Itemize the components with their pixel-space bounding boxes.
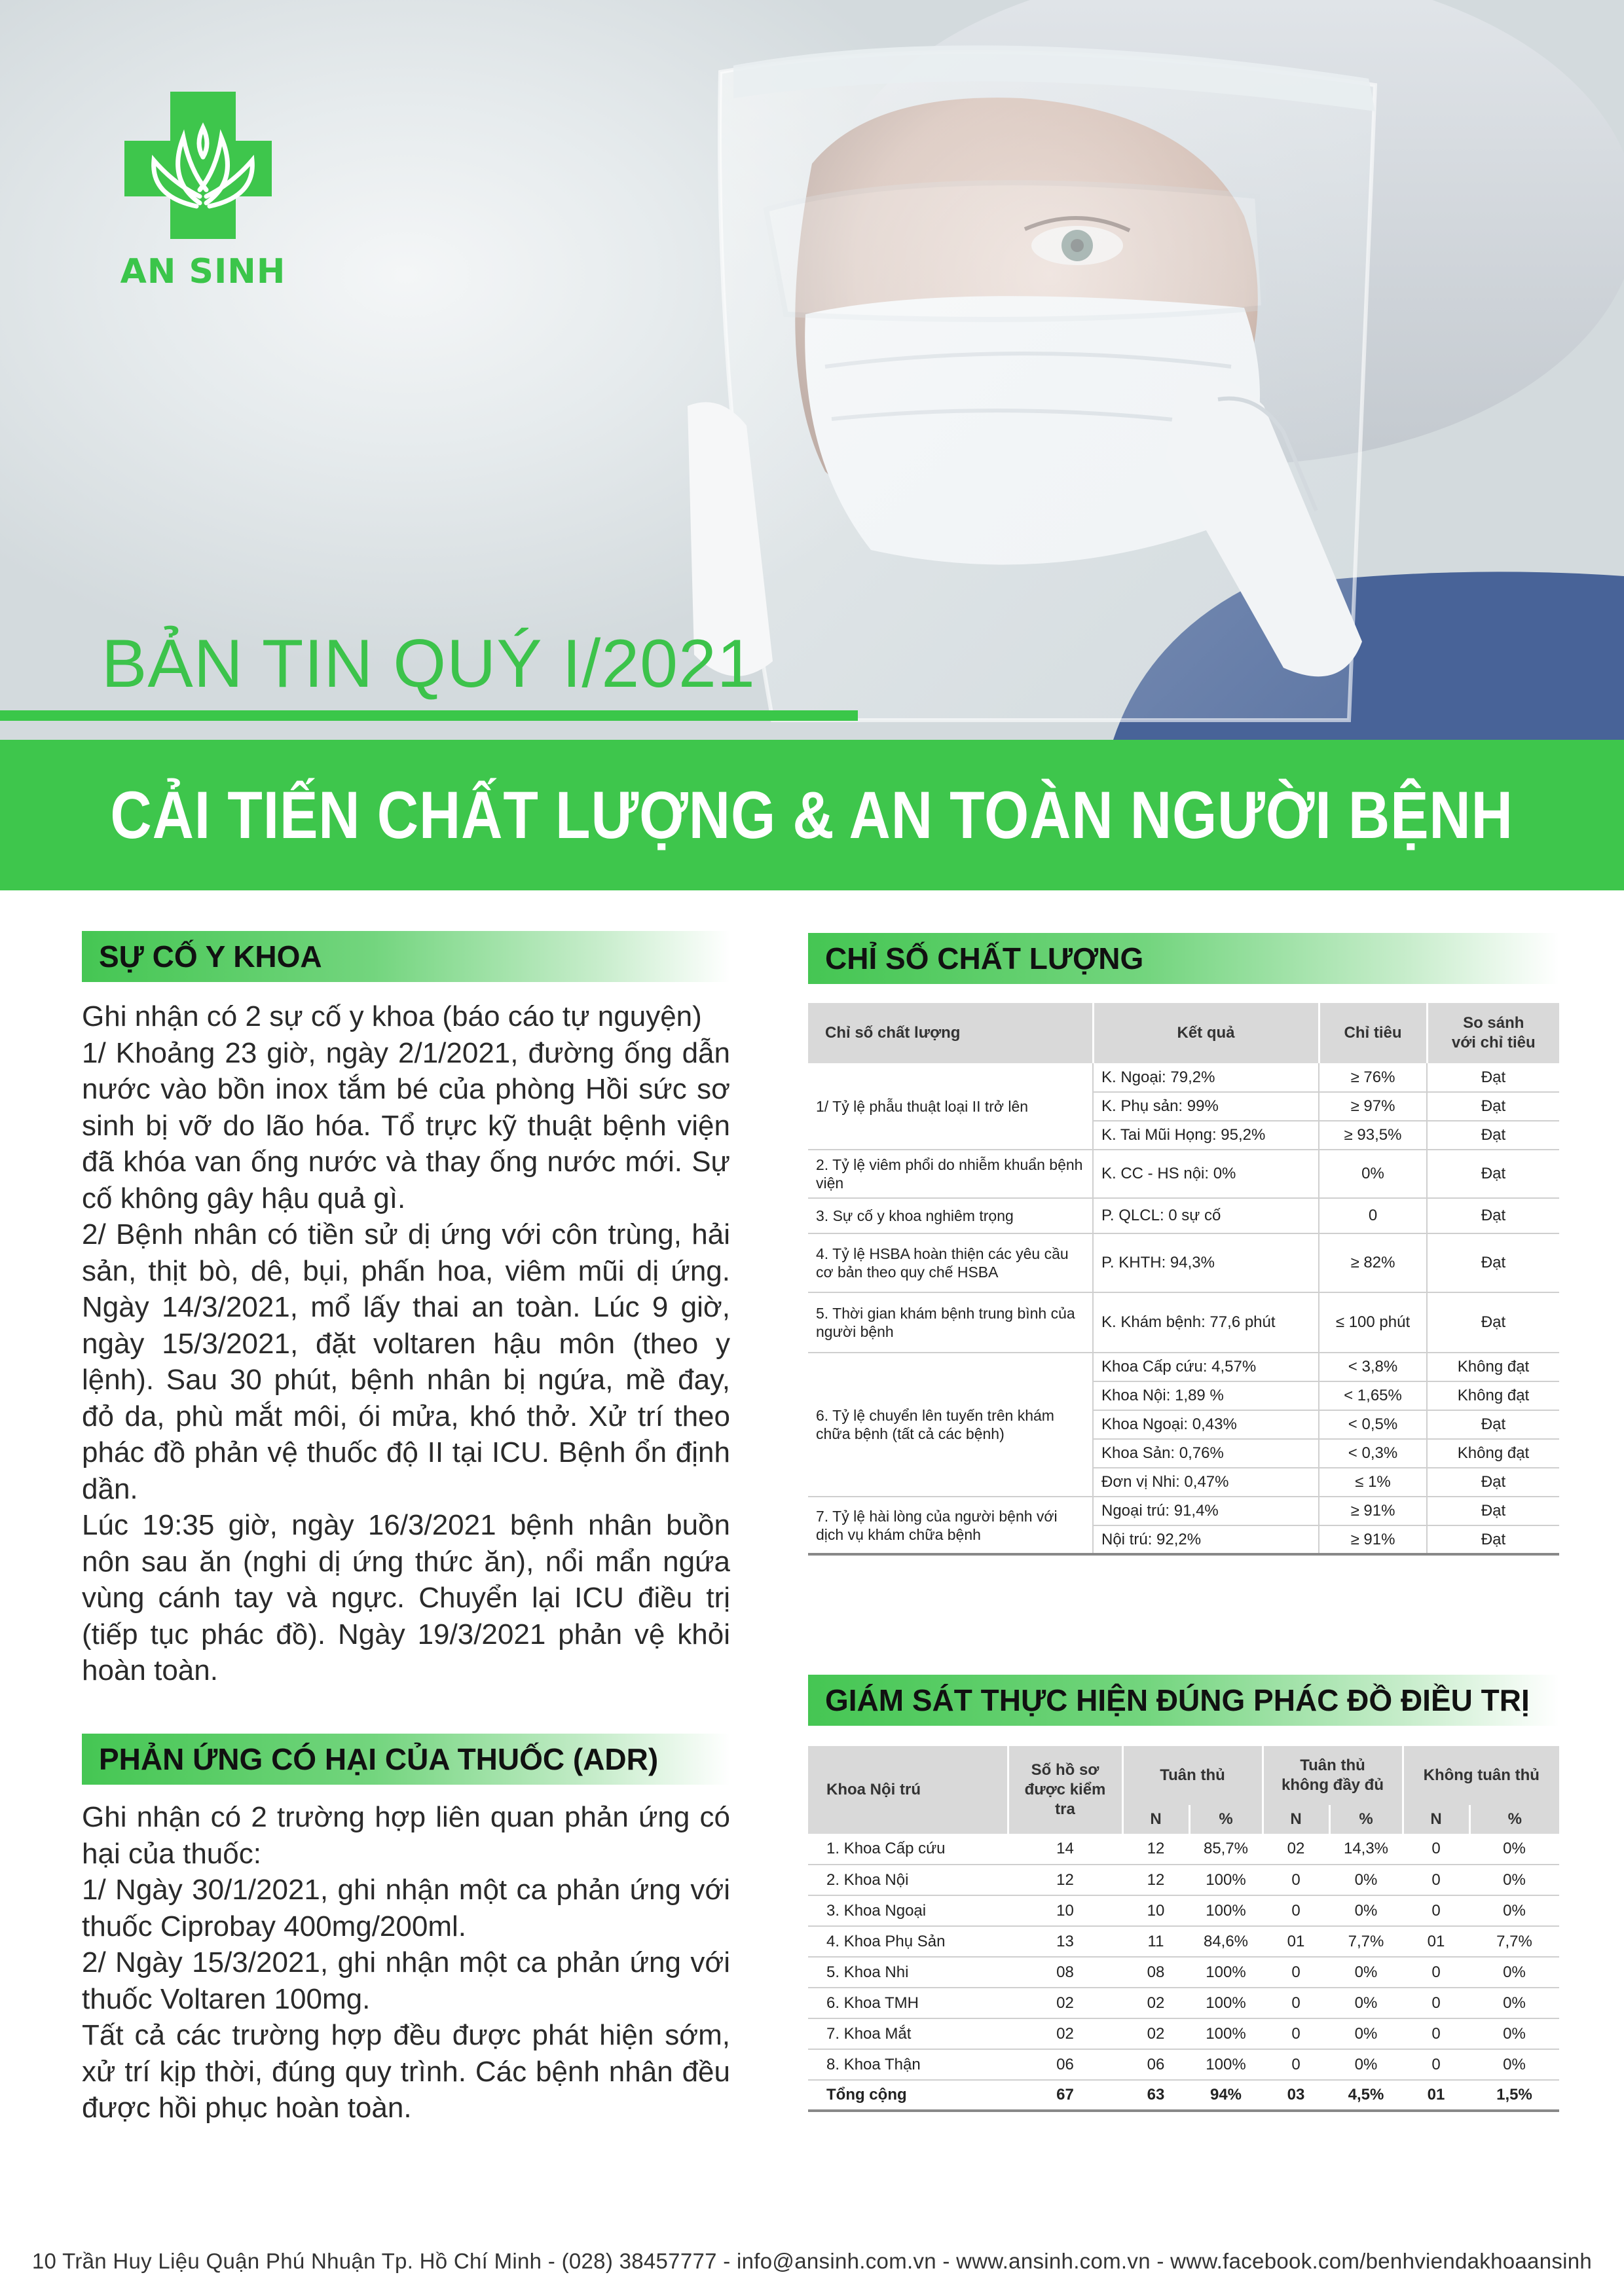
col-header-indicator: Chỉ số chất lượng	[808, 1003, 1093, 1063]
partial-n-cell: 0	[1263, 1957, 1329, 1988]
table-row	[808, 1834, 1559, 1865]
checked-cell: 14	[1008, 1834, 1122, 1865]
dept-cell: 3. Khoa Ngoại	[808, 1895, 1008, 1926]
compare-cell: Đạt	[1427, 1121, 1559, 1150]
subheader-pct: %	[1189, 1805, 1263, 1834]
table-row	[808, 1895, 1559, 1926]
dept-cell: 6. Khoa TMH	[808, 1988, 1008, 2018]
partial-n-cell: 01	[1263, 1926, 1329, 1957]
noncomply-pct-cell: 0%	[1469, 2018, 1559, 2049]
comply-pct-cell: 100%	[1189, 1957, 1263, 1988]
table-row	[808, 1292, 1559, 1353]
table-row	[808, 1063, 1559, 1092]
partial-pct-cell: 0%	[1329, 2018, 1403, 2049]
target-cell: < 3,8%	[1319, 1353, 1427, 1381]
target-cell: ≤ 1%	[1319, 1468, 1427, 1497]
dept-cell: 7. Khoa Mắt	[808, 2018, 1008, 2049]
an-sinh-logo	[105, 92, 301, 291]
col-header-checked-line2: được kiểm tra	[1024, 1781, 1106, 1818]
protocol-table-body	[808, 1834, 1559, 2111]
noncomply-n-cell: 0	[1403, 2018, 1469, 2049]
partial-pct-cell: 14,3%	[1329, 1834, 1403, 1865]
comply-pct-cell: 85,7%	[1189, 1834, 1263, 1865]
checked-cell: 12	[1008, 1865, 1122, 1895]
comply-n-cell: 11	[1122, 1926, 1189, 1957]
comply-pct-cell: 84,6%	[1189, 1926, 1263, 1957]
incidents-paragraph: Lúc 19:35 giờ, ngày 16/3/2021 bệnh nhân buồn nôn sau ăn (nghi dị ứng thức ăn), nổi mẩn ngứa vùng cánh tay và ngực. Chuyển lại ICU điều trị (tiếp tục phác đồ). Ngày 19/3/2021 phản vệ khỏi hoàn toàn.	[82, 1509, 730, 1686]
noncomply-n-cell: 01	[1403, 1926, 1469, 1957]
target-cell: < 0,5%	[1319, 1410, 1427, 1439]
result-cell: Khoa Sản: 0,76%	[1093, 1439, 1319, 1468]
checked-cell: 02	[1008, 1988, 1122, 2018]
comply-n-cell: 63	[1122, 2080, 1189, 2111]
comply-pct-cell: 100%	[1189, 1865, 1263, 1895]
noncomply-n-cell: 01	[1403, 2080, 1469, 2111]
comply-pct-cell: 100%	[1189, 2018, 1263, 2049]
indicator-cell: 2. Tỷ lệ viêm phổi do nhiễm khuẩn bệnh viện	[808, 1150, 1093, 1198]
partial-n-cell: 02	[1263, 1834, 1329, 1865]
col-header-noncomply: Không tuân thủ	[1403, 1746, 1559, 1805]
bulletin-title: BẢN TIN QUÝ I/2021	[101, 626, 756, 702]
comply-n-cell: 10	[1122, 1895, 1189, 1926]
incidents-paragraph: 1/ Khoảng 23 giờ, ngày 2/1/2021, đường ống dẫn nước vào bồn inox tắm bé của phòng Hồi sức sơ sinh bị vỡ do lão hóa. Tổ trực kỹ thuật bệnh viện đã khóa van ống nước và thay ống nước mới. Sự cố không gây hậu quả gì.	[82, 1036, 730, 1214]
compare-cell: Đạt	[1427, 1150, 1559, 1198]
target-cell: ≥ 82%	[1319, 1233, 1427, 1292]
target-cell: ≥ 97%	[1319, 1092, 1427, 1121]
noncomply-n-cell: 0	[1403, 1957, 1469, 1988]
partial-n-cell: 0	[1263, 1988, 1329, 2018]
indicator-cell: 3. Sự cố y khoa nghiêm trọng	[808, 1198, 1093, 1233]
subheader-pct: %	[1469, 1805, 1559, 1834]
result-cell: Ngoại trú: 91,4%	[1093, 1497, 1319, 1525]
partial-pct-cell: 0%	[1329, 1957, 1403, 1988]
brand-name: AN SINH	[120, 252, 286, 291]
partial-pct-cell: 7,7%	[1329, 1926, 1403, 1957]
checked-cell: 67	[1008, 2080, 1122, 2111]
target-cell: < 0,3%	[1319, 1439, 1427, 1468]
result-cell: P. KHTH: 94,3%	[1093, 1233, 1319, 1292]
compare-cell: Đạt	[1427, 1292, 1559, 1353]
adr-paragraph: 1/ Ngày 30/1/2021, ghi nhận một ca phản ứng với thuốc Ciprobay 400mg/200ml.	[82, 1874, 730, 1942]
partial-n-cell: 0	[1263, 1895, 1329, 1926]
target-cell: ≥ 91%	[1319, 1497, 1427, 1525]
footer-contact: 10 Trần Huy Liệu Quận Phú Nhuận Tp. Hồ Chí Minh - (028) 38457777 - info@ansinh.com.vn - www.ansinh.com.vn - www.facebook.com/benhviendakhoaansinh	[31, 2249, 1593, 2273]
compare-cell: Không đạt	[1427, 1353, 1559, 1381]
partial-n-cell: 0	[1263, 1865, 1329, 1895]
adr-heading: PHẢN ỨNG CÓ HẠI CỦA THUỐC (ADR)	[82, 1734, 730, 1785]
table-row	[808, 1198, 1559, 1233]
result-cell: Khoa Ngoại: 0,43%	[1093, 1410, 1319, 1439]
col-header-target: Chỉ tiêu	[1319, 1003, 1427, 1063]
dept-cell: 1. Khoa Cấp cứu	[808, 1834, 1008, 1865]
noncomply-pct-cell: 0%	[1469, 1895, 1559, 1926]
subheader-pct: %	[1329, 1805, 1403, 1834]
compare-cell: Đạt	[1427, 1410, 1559, 1439]
noncomply-pct-cell: 0%	[1469, 1865, 1559, 1895]
adr-text	[82, 1799, 730, 2126]
indicator-cell: 5. Thời gian khám bệnh trung bình của người bệnh	[808, 1292, 1093, 1353]
partial-pct-cell: 0%	[1329, 1988, 1403, 2018]
noncomply-pct-cell: 0%	[1469, 2049, 1559, 2080]
result-cell: K. Ngoại: 79,2%	[1093, 1063, 1319, 1092]
table-row	[808, 1233, 1559, 1292]
dept-cell: 8. Khoa Thận	[808, 2049, 1008, 2080]
dept-cell: 4. Khoa Phụ Sản	[808, 1926, 1008, 1957]
hero-section	[0, 0, 1624, 740]
quality-heading: CHỈ SỐ CHẤT LƯỢNG	[808, 933, 1559, 984]
target-cell: < 1,65%	[1319, 1381, 1427, 1410]
result-cell: Khoa Cấp cứu: 4,57%	[1093, 1353, 1319, 1381]
compare-cell: Không đạt	[1427, 1439, 1559, 1468]
comply-n-cell: 08	[1122, 1957, 1189, 1988]
comply-pct-cell: 100%	[1189, 2049, 1263, 2080]
result-cell: K. CC - HS nội: 0%	[1093, 1150, 1319, 1198]
target-cell: ≤ 100 phút	[1319, 1292, 1427, 1353]
target-cell: 0	[1319, 1198, 1427, 1233]
compare-cell: Đạt	[1427, 1233, 1559, 1292]
compare-cell: Đạt	[1427, 1468, 1559, 1497]
target-cell: ≥ 76%	[1319, 1063, 1427, 1092]
checked-cell: 06	[1008, 2049, 1122, 2080]
table-row	[808, 1865, 1559, 1895]
partial-n-cell: 0	[1263, 2018, 1329, 2049]
noncomply-n-cell: 0	[1403, 1865, 1469, 1895]
incidents-paragraph: 2/ Bệnh nhân có tiền sử dị ứng với côn trùng, hải sản, thịt bò, dê, bụi, phấn hoa, viêm mũi dị ứng. Ngày 14/3/2021, mổ lấy thai an toàn. Lúc 9 giờ, ngày 15/3/2021, đặt voltaren hậu môn (theo y lệnh). Sau 30 phút, bệnh nhân bị ngứa, mề đay, đỏ da, phù mắt môi, ói mửa, khó thở. Xử trí theo phác đồ phản vệ thuốc độ II tại ICU. Bệnh ổn định dần.	[82, 1218, 730, 1505]
table-row	[808, 2018, 1559, 2049]
partial-n-cell: 0	[1263, 2049, 1329, 2080]
incidents-paragraph: Ghi nhận có 2 sự cố y khoa (báo cáo tự nguyện)	[82, 1000, 702, 1032]
incidents-heading: SỰ CỐ Y KHOA	[82, 931, 730, 982]
comply-n-cell: 12	[1122, 1865, 1189, 1895]
partial-pct-cell: 0%	[1329, 2049, 1403, 2080]
col-header-partial-line2: không đầy đủ	[1282, 1776, 1384, 1794]
col-header-checked-line1: Số hồ sơ	[1031, 1761, 1099, 1779]
partial-n-cell: 03	[1263, 2080, 1329, 2111]
comply-pct-cell: 94%	[1189, 2080, 1263, 2111]
protocol-monitoring-table	[808, 1746, 1559, 2112]
compare-cell: Đạt	[1427, 1525, 1559, 1554]
indicator-cell: 1/ Tỷ lệ phẫu thuật loại II trở lên	[808, 1063, 1093, 1150]
subheader-n: N	[1263, 1805, 1329, 1834]
result-cell: K. Khám bệnh: 77,6 phút	[1093, 1292, 1319, 1353]
protocol-heading: GIÁM SÁT THỰC HIỆN ĐÚNG PHÁC ĐỒ ĐIỀU TRỊ	[808, 1675, 1559, 1726]
noncomply-pct-cell: 0%	[1469, 1834, 1559, 1865]
checked-cell: 13	[1008, 1926, 1122, 1957]
col-header-result: Kết quả	[1093, 1003, 1319, 1063]
col-header-partial	[1263, 1746, 1403, 1805]
col-header-checked	[1008, 1746, 1122, 1834]
target-cell: ≥ 91%	[1319, 1525, 1427, 1554]
result-cell: K. Phụ sản: 99%	[1093, 1092, 1319, 1121]
indicator-cell: 4. Tỷ lệ HSBA hoàn thiện các yêu cầu cơ bản theo quy chế HSBA	[808, 1233, 1093, 1292]
result-cell: Đơn vị Nhi: 0,47%	[1093, 1468, 1319, 1497]
checked-cell: 02	[1008, 2018, 1122, 2049]
noncomply-n-cell: 0	[1403, 1895, 1469, 1926]
table-row	[808, 1497, 1559, 1525]
partial-pct-cell: 4,5%	[1329, 2080, 1403, 2111]
subheader-n: N	[1403, 1805, 1469, 1834]
table-row	[808, 1150, 1559, 1198]
partial-pct-cell: 0%	[1329, 1865, 1403, 1895]
result-cell: P. QLCL: 0 sự cố	[1093, 1198, 1319, 1233]
dept-cell: 2. Khoa Nội	[808, 1865, 1008, 1895]
comply-n-cell: 12	[1122, 1834, 1189, 1865]
compare-cell: Đạt	[1427, 1497, 1559, 1525]
col-header-partial-line1: Tuân thủ	[1300, 1757, 1365, 1774]
target-cell: 0%	[1319, 1150, 1427, 1198]
table-row	[808, 1988, 1559, 2018]
incidents-text	[82, 998, 730, 1689]
table-row	[808, 1353, 1559, 1381]
partial-pct-cell: 0%	[1329, 1895, 1403, 1926]
comply-n-cell: 02	[1122, 1988, 1189, 2018]
medical-cross-lotus-icon	[105, 92, 301, 249]
adr-paragraph: Tất cả các trường hợp đều được phát hiện sớm, xử trí kịp thời, đúng quy trình. Các bệnh nhân đều được hồi phục hoàn toàn.	[82, 2019, 730, 2124]
dept-cell: Tổng cộng	[808, 2080, 1008, 2111]
result-cell: Nội trú: 92,2%	[1093, 1525, 1319, 1554]
compare-cell: Đạt	[1427, 1092, 1559, 1121]
compare-cell: Không đạt	[1427, 1381, 1559, 1410]
noncomply-n-cell: 0	[1403, 1988, 1469, 2018]
col-header-comply: Tuân thủ	[1122, 1746, 1263, 1805]
banner-title: CẢI TIẾN CHẤT LƯỢNG & AN TOÀN NGƯỜI BỆNH	[110, 777, 1514, 852]
table-row	[808, 2049, 1559, 2080]
result-cell: Khoa Nội: 1,89 %	[1093, 1381, 1319, 1410]
comply-pct-cell: 100%	[1189, 1988, 1263, 2018]
main-banner	[0, 740, 1624, 890]
table-row	[808, 1926, 1559, 1957]
table-row	[808, 1957, 1559, 1988]
indicator-cell: 6. Tỷ lệ chuyển lên tuyến trên khám chữa bệnh (tất cả các bệnh)	[808, 1353, 1093, 1497]
table-header-row	[808, 1746, 1559, 1805]
noncomply-pct-cell: 7,7%	[1469, 1926, 1559, 1957]
target-cell: ≥ 93,5%	[1319, 1121, 1427, 1150]
comply-pct-cell: 100%	[1189, 1895, 1263, 1926]
result-cell: K. Tai Mũi Họng: 95,2%	[1093, 1121, 1319, 1150]
adr-paragraph: Ghi nhận có 2 trường hợp liên quan phản ứng có hại của thuốc:	[82, 1801, 730, 1870]
noncomply-pct-cell: 0%	[1469, 1957, 1559, 1988]
subheader-n: N	[1122, 1805, 1189, 1834]
noncomply-n-cell: 0	[1403, 2049, 1469, 2080]
comply-n-cell: 02	[1122, 2018, 1189, 2049]
title-underline	[0, 710, 858, 721]
adr-paragraph: 2/ Ngày 15/3/2021, ghi nhận một ca phản ứng với thuốc Voltaren 100mg.	[82, 1946, 730, 2015]
table-header-row	[808, 1003, 1559, 1063]
compare-cell: Đạt	[1427, 1198, 1559, 1233]
col-header-compare	[1427, 1003, 1559, 1063]
comply-n-cell: 06	[1122, 2049, 1189, 2080]
compare-cell: Đạt	[1427, 1063, 1559, 1092]
dept-cell: 5. Khoa Nhi	[808, 1957, 1008, 1988]
noncomply-pct-cell: 1,5%	[1469, 2080, 1559, 2111]
checked-cell: 08	[1008, 1957, 1122, 1988]
col-header-dept: Khoa Nội trú	[808, 1746, 1008, 1834]
quality-indicators-table	[808, 1003, 1559, 1556]
col-header-compare-line2: với chỉ tiêu	[1451, 1034, 1536, 1051]
indicator-cell: 7. Tỷ lệ hài lòng của người bệnh với dịch vụ khám chữa bệnh	[808, 1497, 1093, 1554]
noncomply-pct-cell: 0%	[1469, 1988, 1559, 2018]
col-header-compare-line1: So sánh	[1463, 1014, 1524, 1032]
checked-cell: 10	[1008, 1895, 1122, 1926]
noncomply-n-cell: 0	[1403, 1834, 1469, 1865]
table-total-row	[808, 2080, 1559, 2111]
